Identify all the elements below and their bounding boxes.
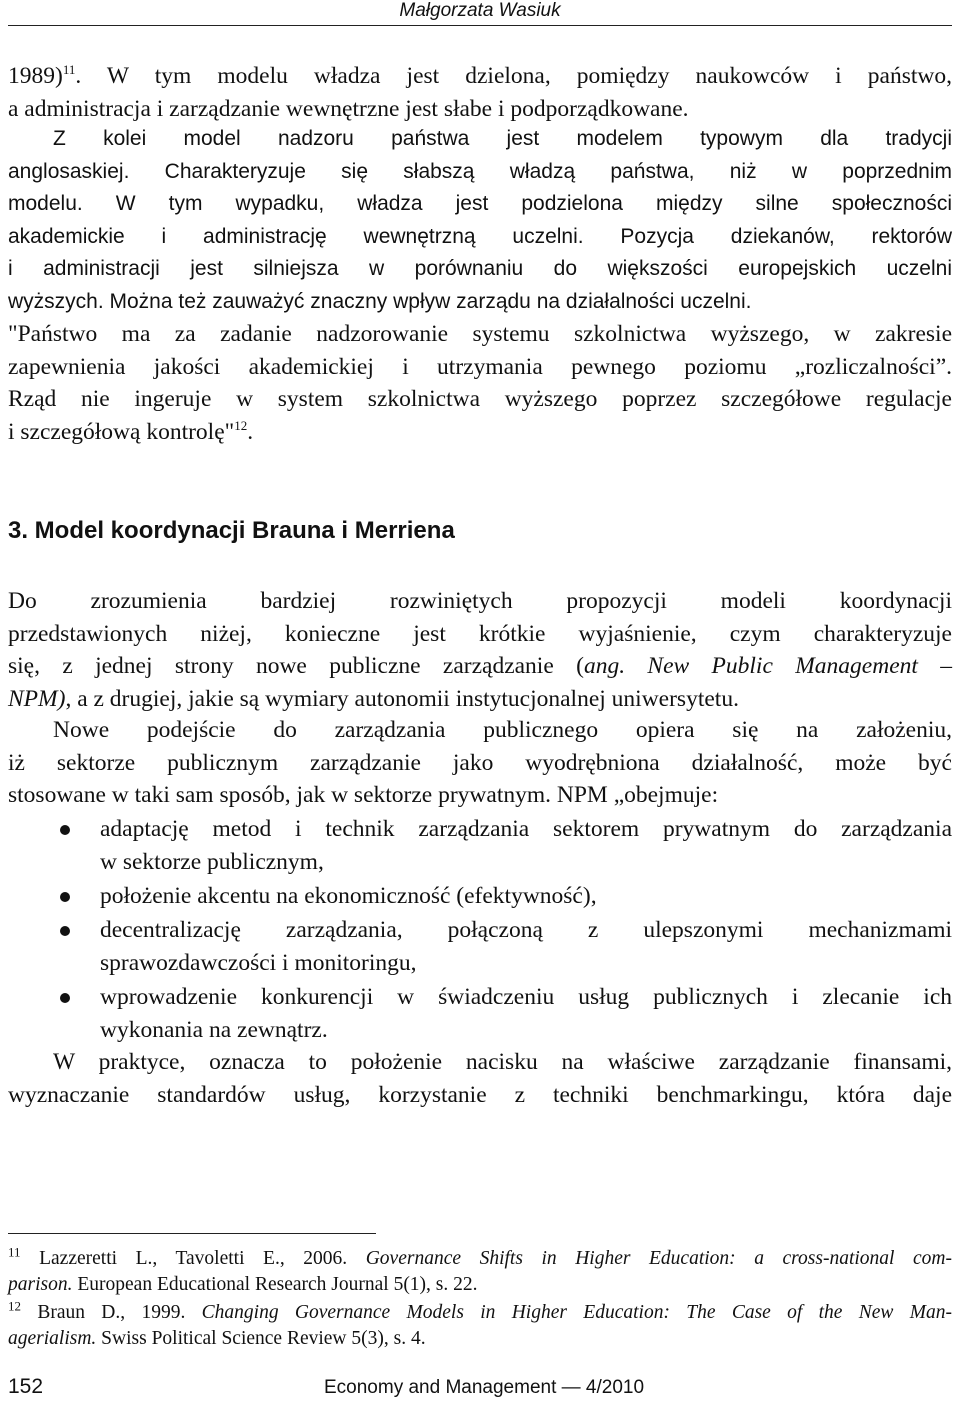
footnote-11: $^{11}$ Lazzeretti L., Tavoletti E., 2006. Governance Shifts in Higher Education: a cross-national com- parison. European Educational Research Journal 5(1), s. 22. (8, 1244, 953, 1295)
paragraph-2-line-1: Z kolei model nadzoru państwa jest modelem typowym dla tradycji (53, 127, 952, 150)
header-rule (8, 25, 952, 26)
paragraph-6 (8, 1046, 952, 1111)
bullet-dot-icon (60, 926, 70, 936)
footnote-ref-12[interactable]: 12 (234, 417, 248, 433)
paragraph-5-line-1: Nowe podejście do zarządzania publicznego opiera się na założeniu, (53, 717, 952, 743)
paragraph-3-line-4: i szczegółową kontrolę"$^{12}$. (8, 417, 254, 445)
paragraph-2-line-2: anglosaskiej. Charakteryzuje się słabszą władzą państwa, niż w poprzednim (8, 159, 952, 183)
footnote-rule (8, 1233, 376, 1234)
paragraph-3 (8, 318, 952, 448)
paragraph-1-line-2: a administracja i zarządzanie wewnętrzne jest słabe i podporządkowane. (8, 96, 689, 122)
bullet-dot-icon (60, 993, 70, 1003)
bullet-3-line-2: sprawozdawczości i monitoringu, (100, 950, 417, 976)
paragraph-5-line-3: stosowane w taki sam sposób, jak w sektorze prywatnym. NPM „obejmuje: (8, 782, 719, 808)
bullet-1-line-1: adaptację metod i technik zarządzania sektorem prywatnym do zarządzania (100, 816, 952, 842)
paragraph-3-line-1: "Państwo ma za zadanie nadzorowanie systemu szkolnictwa wyższego, w zakresie (8, 321, 952, 347)
bullet-4-line-1: wprowadzenie konkurencji w świadczeniu usług publicznych i zlecanie ich (100, 984, 952, 1010)
paragraph-2 (8, 123, 952, 319)
bullet-3-line-1: decentralizację zarządzania, połączoną z ulepszonymi mechanizmami (100, 917, 952, 943)
paragraph-4 (8, 585, 952, 715)
journal-info: Economy and Management — 4/2010 (324, 1377, 645, 1398)
paragraph-4-line-2: przedstawionych niżej, konieczne jest krótkie wyjaśnienie, czym charakteryzuje (8, 620, 952, 647)
paragraph-4-line-4: NPM), a z drugiej, jakie są wymiary autonomii instytucjonalnej uniwersytetu. (8, 685, 739, 712)
section-heading: 3. Model koordynacji Brauna i Merriena (8, 517, 455, 544)
footnote-ref-11[interactable]: 11 (62, 62, 76, 78)
bullet-2-line-1: położenie akcentu na ekonomiczność (efektywność), (100, 883, 597, 909)
bullet-4-line-2: wykonania na zewnątrz. (100, 1017, 328, 1043)
paragraph-1-line-1: 1989)$^{11}$. W tym modelu władza jest dzielona, pomiędzy naukowców i państwo, (8, 62, 952, 89)
running-header: Małgorzata Wasiuk (399, 0, 561, 21)
paragraph-5-line-2: iż sektorze publicznym zarządzanie jako wyodrębniona działalność, może być (8, 749, 952, 776)
paragraph-5 (8, 714, 952, 812)
paragraph-2-line-6: wyższych. Można też zauważyć znaczny wpływ zarządu na działalności uczelni. (8, 289, 752, 313)
footnote-number: 12 (8, 1298, 21, 1314)
paragraph-2-line-5: i administracji jest silniejsza w porównaniu do większości europejskich uczelni (8, 257, 952, 281)
bullet-1-line-2: w sektorze publicznym, (100, 849, 324, 875)
paragraph-2-line-4: akademickie i administrację wewnętrzną uczelni. Pozycja dziekanów, rektorów (8, 224, 952, 248)
footnote-12: $^{12}$ Braun D., 1999. Changing Governance Models in Higher Education: The Case of the New Man- agerialism. Swiss Political Science Review 5(3), s. 4. (8, 1298, 952, 1349)
paragraph-2-line-3: modelu. W tym wypadku, władza jest podzielona między silne społeczności (8, 192, 952, 216)
paragraph-3-line-2: zapewnienia jakości akademickiej i utrzymania pewnego poziomu „rozliczalności”. (8, 353, 952, 380)
bullet-dot-icon (60, 892, 70, 902)
paragraph-3-line-3: Rząd nie ingeruje w system szkolnictwa wyższego poprzez szczegółowe regulacje (8, 386, 952, 412)
footnote-number: 11 (8, 1244, 21, 1260)
paragraph-4-line-1: Do zrozumienia bardziej rozwiniętych propozycji modeli koordynacji (8, 588, 952, 614)
page-number: 152 (8, 1375, 44, 1398)
paragraph-6-line-2: wyznaczanie standardów usług, korzystanie z techniki benchmarkingu, która daje (8, 1081, 952, 1108)
paragraph-1 (8, 60, 952, 126)
bullet-dot-icon (60, 825, 70, 835)
paragraph-6-line-1: W praktyce, oznacza to położenie nacisku na właściwe zarządzanie finansami, (53, 1049, 952, 1075)
paragraph-4-line-3: się, z jednej strony nowe publiczne zarządzanie (ang. New Public Management – (8, 653, 952, 679)
